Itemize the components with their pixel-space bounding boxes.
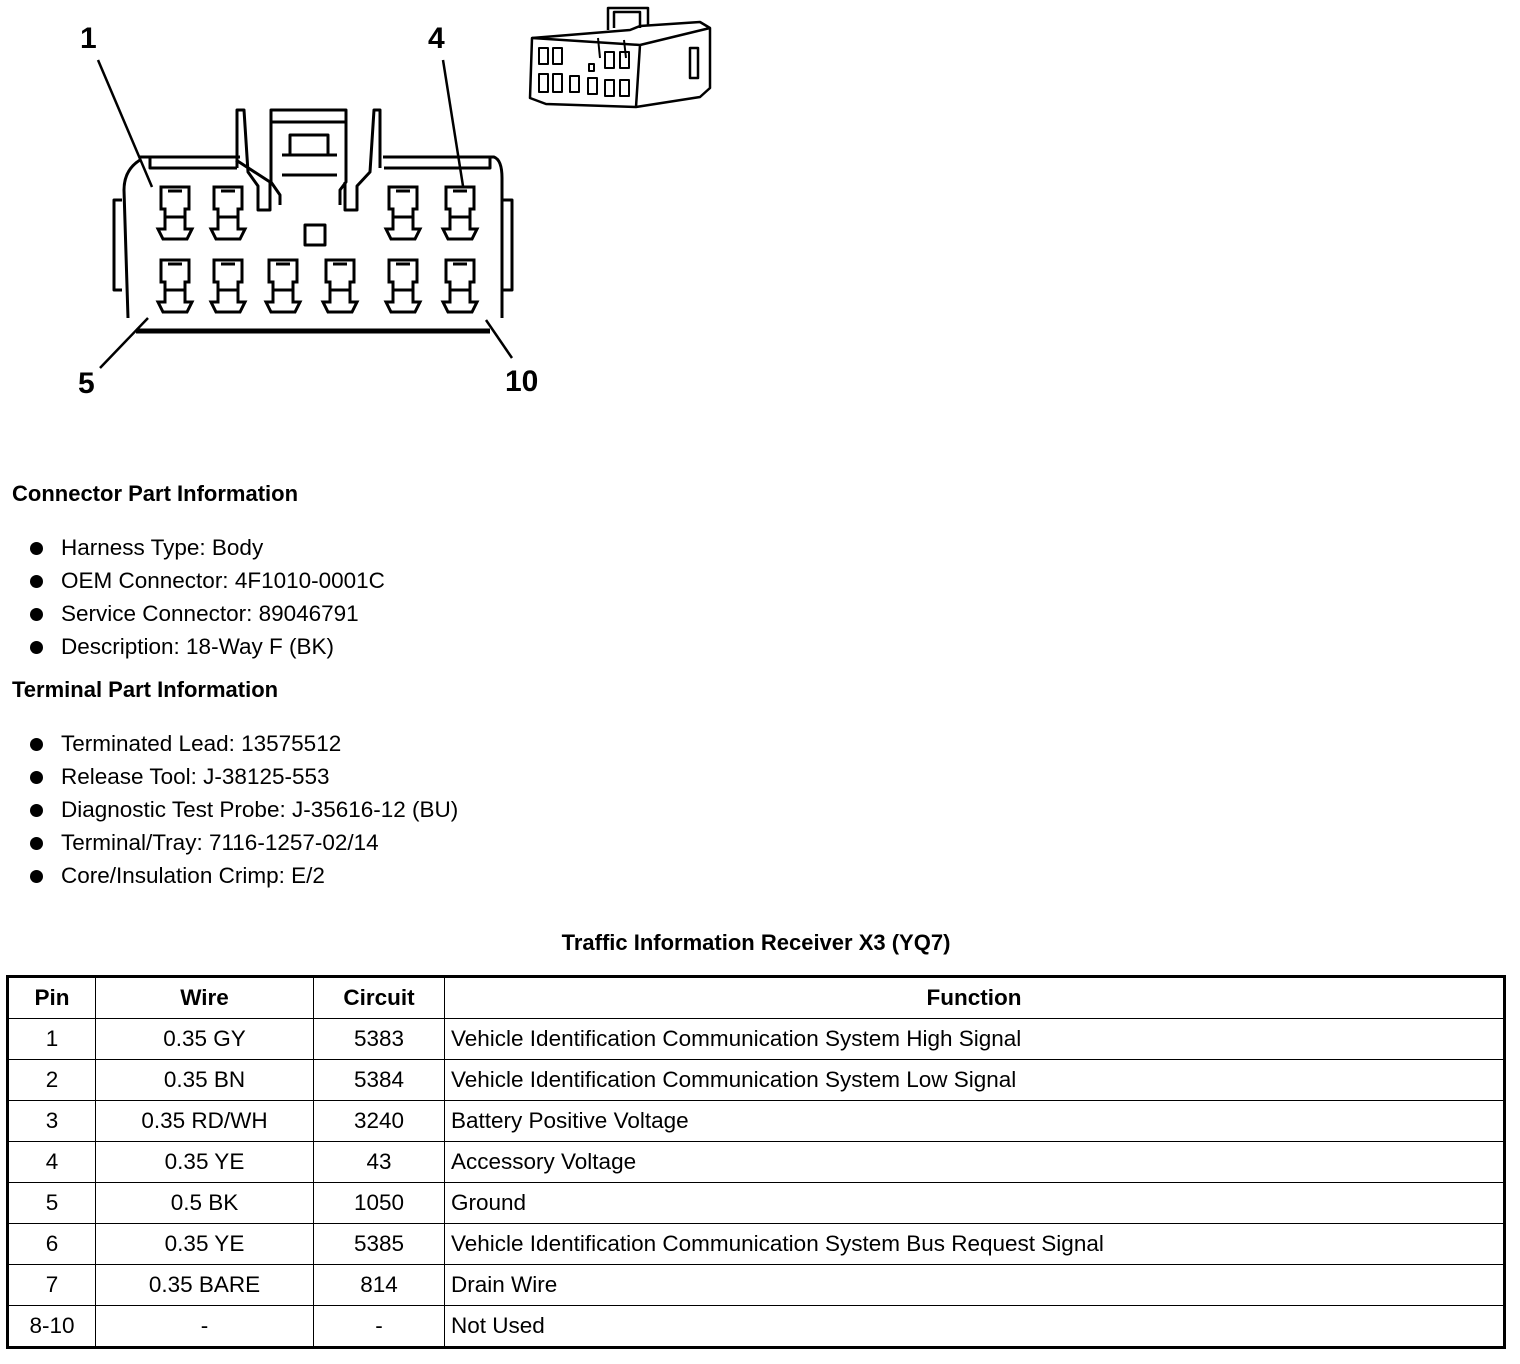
terminal-cavity (211, 260, 245, 312)
cell-pin: 6 (8, 1224, 96, 1265)
terminal-cavity (386, 260, 420, 312)
table-row (8, 1183, 1505, 1224)
terminal-info-heading: Terminal Part Information (12, 677, 279, 702)
cell-wire: 0.35 BN (96, 1060, 314, 1101)
cell-circuit: 43 (314, 1142, 445, 1183)
list-item: Diagnostic Test Probe: J-35616-12 (BU) (30, 793, 458, 826)
cell-pin: 1 (8, 1019, 96, 1060)
list-item: OEM Connector: 4F1010-0001C (30, 564, 385, 597)
cell-circuit: 3240 (314, 1101, 445, 1142)
leader-line-pin-5 (100, 318, 148, 368)
cell-function: Accessory Voltage (445, 1142, 1505, 1183)
cell-function: Ground (445, 1183, 1505, 1224)
connector-latch (236, 110, 380, 210)
table-row (8, 1265, 1505, 1306)
terminal-cavity (266, 260, 300, 312)
terminal-cavity (443, 260, 477, 312)
cell-function: Not Used (445, 1306, 1505, 1348)
terminal-cavity (211, 187, 245, 239)
cell-function: Battery Positive Voltage (445, 1101, 1505, 1142)
table-caption: Traffic Information Receiver X3 (YQ7) (561, 930, 951, 955)
pin-table (6, 975, 1506, 1349)
cell-circuit: 5384 (314, 1060, 445, 1101)
cell-circuit: 5383 (314, 1019, 445, 1060)
cell-pin: 4 (8, 1142, 96, 1183)
connector-info-list (30, 531, 385, 663)
terminal-cavity (158, 187, 192, 239)
cell-circuit: 1050 (314, 1183, 445, 1224)
cell-wire: 0.35 GY (96, 1019, 314, 1060)
side-tab-left (114, 200, 122, 290)
cell-pin: 3 (8, 1101, 96, 1142)
pin-label-4: 4 (428, 22, 445, 55)
table-row (8, 1142, 1505, 1183)
cell-wire: 0.35 RD/WH (96, 1101, 314, 1142)
table-row (8, 1224, 1505, 1265)
table-row (8, 1306, 1505, 1348)
connector-info-heading: Connector Part Information (12, 481, 299, 506)
terminal-cavity (158, 260, 192, 312)
connector-face-diagram (0, 0, 720, 420)
table-row (8, 1101, 1505, 1142)
list-item: Description: 18-Way F (BK) (30, 630, 385, 663)
list-item: Terminated Lead: 13575512 (30, 727, 458, 760)
cell-circuit: 5385 (314, 1224, 445, 1265)
cell-circuit: - (314, 1306, 445, 1348)
leader-line-pin-10 (486, 320, 512, 358)
cell-wire: 0.35 YE (96, 1224, 314, 1265)
table-row (8, 1019, 1505, 1060)
header-circuit: Circuit (314, 977, 445, 1019)
cell-wire: 0.35 YE (96, 1142, 314, 1183)
cell-pin: 8-10 (8, 1306, 96, 1348)
cell-circuit: 814 (314, 1265, 445, 1306)
list-item: Service Connector: 89046791 (30, 597, 385, 630)
connector-3d-thumbnail (530, 8, 710, 107)
header-pin: Pin (8, 977, 96, 1019)
cell-pin: 5 (8, 1183, 96, 1224)
list-item: Core/Insulation Crimp: E/2 (30, 859, 458, 892)
pin-label-5: 5 (78, 367, 95, 400)
cell-pin: 2 (8, 1060, 96, 1101)
cell-function: Drain Wire (445, 1265, 1505, 1306)
terminal-cavity (386, 187, 420, 239)
list-item: Harness Type: Body (30, 531, 385, 564)
pin-label-10: 10 (505, 365, 539, 398)
key-slot (305, 225, 325, 245)
header-function: Function (445, 977, 1505, 1019)
cell-wire: - (96, 1306, 314, 1348)
cell-wire: 0.35 BARE (96, 1265, 314, 1306)
cell-function: Vehicle Identification Communication System Bus Request Signal (445, 1224, 1505, 1265)
header-wire: Wire (96, 977, 314, 1019)
cell-function: Vehicle Identification Communication System Low Signal (445, 1060, 1505, 1101)
cell-function: Vehicle Identification Communication System High Signal (445, 1019, 1505, 1060)
cell-pin: 7 (8, 1265, 96, 1306)
table-header-row (8, 977, 1505, 1019)
cell-wire: 0.5 BK (96, 1183, 314, 1224)
terminal-info-list (30, 727, 458, 892)
list-item: Release Tool: J-38125-553 (30, 760, 458, 793)
table-row (8, 1060, 1505, 1101)
leader-line-pin-1 (98, 60, 152, 187)
terminal-cavity (443, 187, 477, 239)
terminal-cavity (323, 260, 357, 312)
list-item: Terminal/Tray: 7116-1257-02/14 (30, 826, 458, 859)
pin-label-1: 1 (80, 22, 97, 55)
